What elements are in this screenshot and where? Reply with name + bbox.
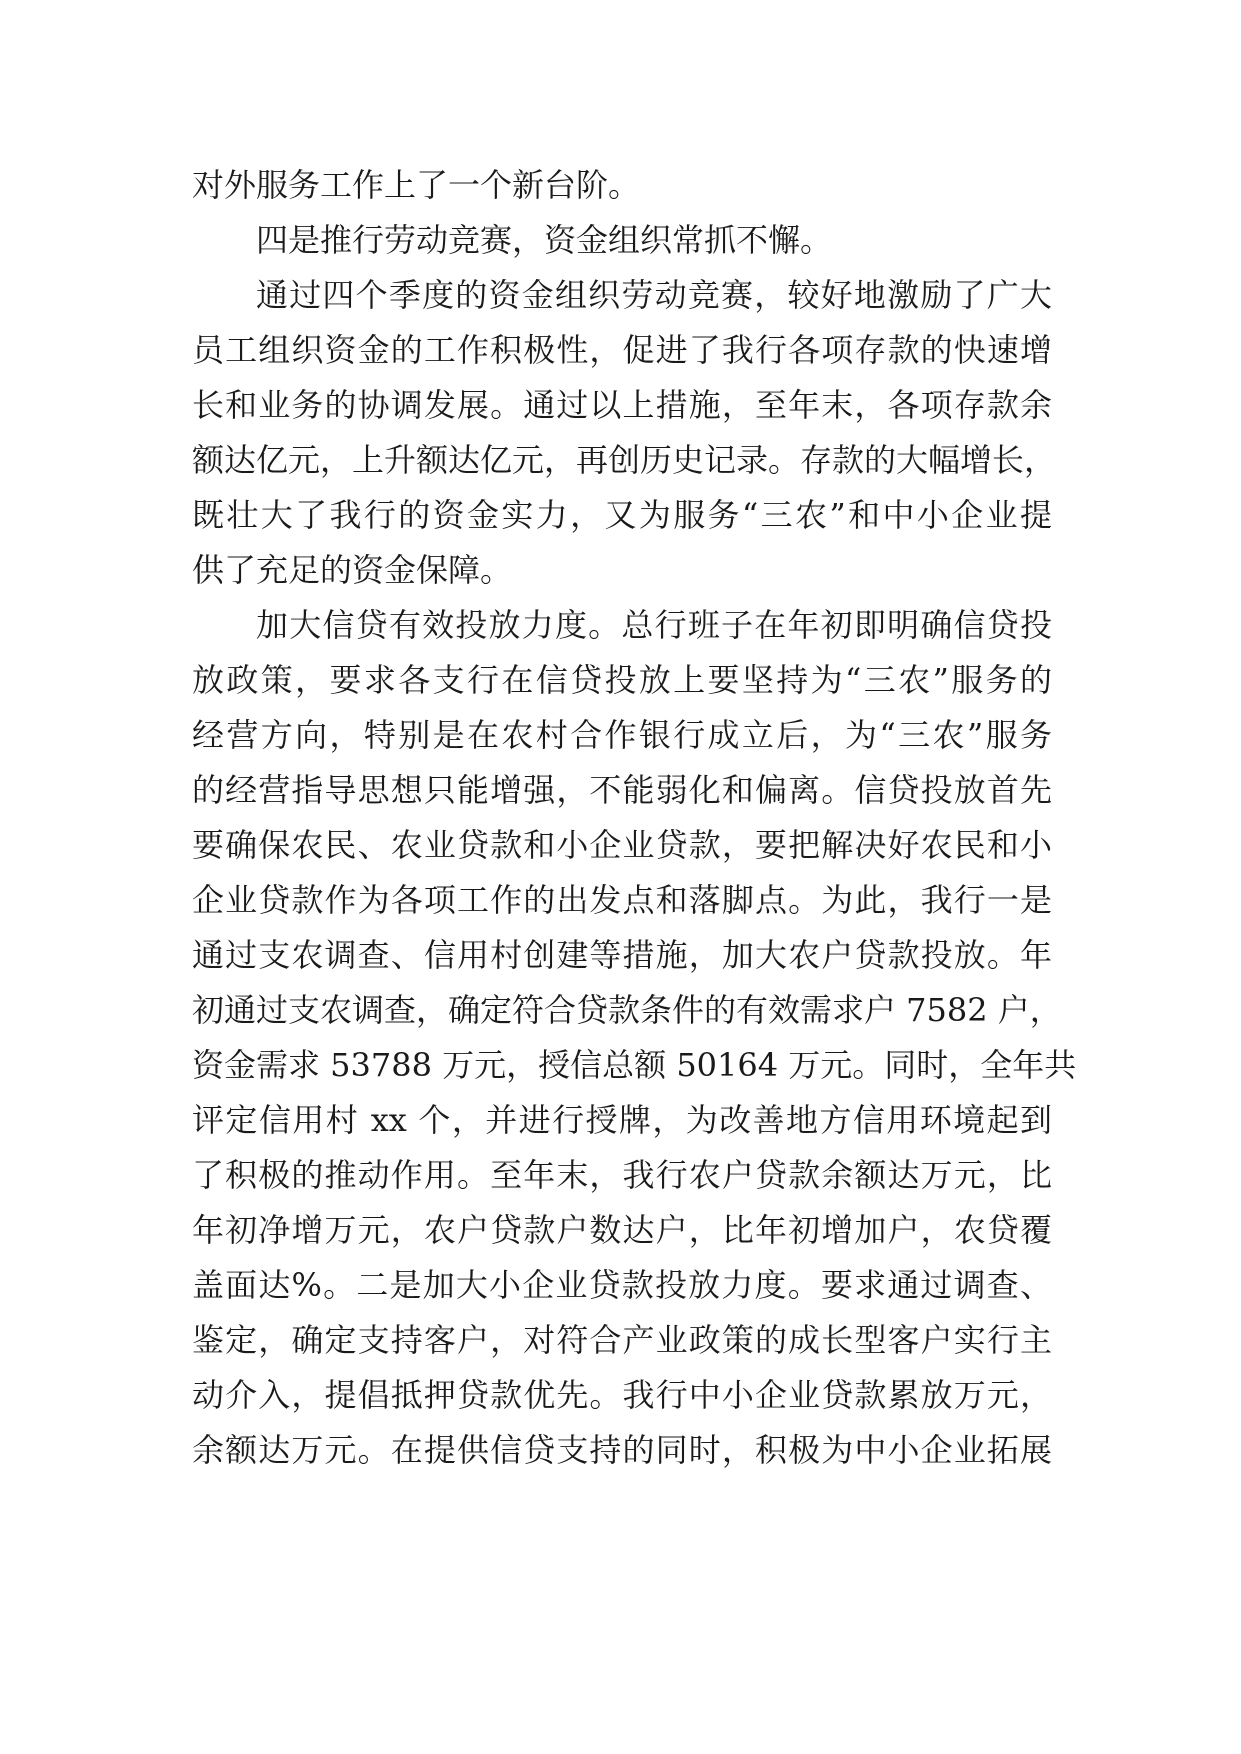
text-line: 年初净增万元，农户贷款户数达户，比年初增加户，农贷覆 bbox=[192, 1211, 1052, 1249]
text-line: 放政策，要求各支行在信贷投放上要坚持为“三农”服务的 bbox=[192, 661, 1052, 699]
text-line: 对外服务工作上了一个新台阶。 bbox=[192, 166, 641, 204]
text-line: 经营方向，特别是在农村合作银行成立后，为“三农”服务 bbox=[192, 716, 1052, 754]
text-line: 四是推行劳动竞赛，资金组织常抓不懈。 bbox=[256, 221, 833, 259]
text-line: 额达亿元，上升额达亿元，再创历史记录。存款的大幅增长， bbox=[192, 441, 1057, 479]
text-line: 初通过支农调查，确定符合贷款条件的有效需求户 7582 户， bbox=[192, 991, 1062, 1029]
text-line: 资金需求 53788 万元，授信总额 50164 万元。同时，全年共 bbox=[192, 1046, 1077, 1084]
text-line: 长和业务的协调发展。通过以上措施，至年末，各项存款余 bbox=[192, 386, 1052, 424]
text-line: 加大信贷有效投放力度。总行班子在年初即明确信贷投 bbox=[256, 606, 1052, 644]
text-line: 余额达万元。在提供信贷支持的同时，积极为中小企业拓展 bbox=[192, 1431, 1052, 1469]
text-line: 评定信用村 xx 个，并进行授牌，为改善地方信用环境起到 bbox=[192, 1101, 1052, 1139]
text-line: 既壮大了我行的资金实力，又为服务“三农”和中小企业提 bbox=[192, 496, 1052, 534]
document-body bbox=[192, 158, 1077, 1478]
text-line: 员工组织资金的工作积极性，促进了我行各项存款的快速增 bbox=[192, 331, 1052, 369]
text-line: 了积极的推动作用。至年末，我行农户贷款余额达万元，比 bbox=[192, 1156, 1052, 1194]
text-line: 通过四个季度的资金组织劳动竞赛，较好地激励了广大 bbox=[256, 276, 1052, 314]
text-line: 供了充足的资金保障。 bbox=[192, 551, 513, 589]
text-line: 的经营指导思想只能增强，不能弱化和偏离。信贷投放首先 bbox=[192, 771, 1052, 809]
text-line: 盖面达%。二是加大小企业贷款投放力度。要求通过调查、 bbox=[192, 1266, 1052, 1304]
text-line: 通过支农调查、信用村创建等措施，加大农户贷款投放。年 bbox=[192, 936, 1052, 974]
text-line: 动介入，提倡抵押贷款优先。我行中小企业贷款累放万元， bbox=[192, 1376, 1052, 1414]
text-line: 要确保农民、农业贷款和小企业贷款，要把解决好农民和小 bbox=[192, 826, 1052, 864]
text-line: 企业贷款作为各项工作的出发点和落脚点。为此，我行一是 bbox=[192, 881, 1052, 919]
text-line: 鉴定，确定支持客户，对符合产业政策的成长型客户实行主 bbox=[192, 1321, 1052, 1359]
